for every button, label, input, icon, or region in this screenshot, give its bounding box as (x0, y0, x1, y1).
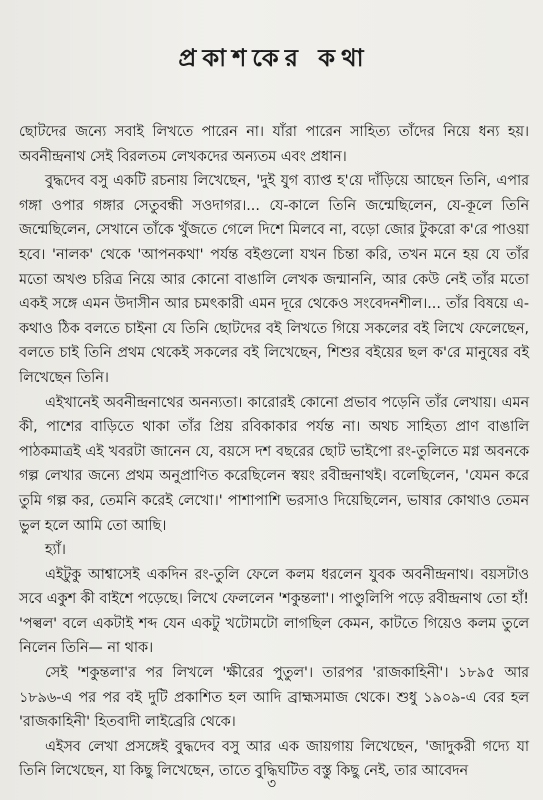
paragraph-5: এইটুকু আশ্বাসেই একদিন রং-তুলি ফেলে কলম ধরলেন যুবক অবনীন্দ্রনাথ। বয়সটাও সবে একুশ কী বাইশে পড়েছে। লিখে ফেললেন 'শকুন্তলা'। পাণ্ডুলিপি পড়ে রবীন্দ্রনাথ তো হাঁ! 'পল্বল' বলে একটাই শব্দ যেন একটু খটোমটো লাগছিল কেমন, কাটতে গিয়েও কলম তুলে নিলেন তিনি— না থাক। (19, 566, 529, 657)
paragraph-3: এইখানেই অবনীন্দ্রনাথের অনন্যতা। কারোরই কোনো প্রভাব পড়েনি তাঁর লেখায়। এমন কী, পাশের বাড়িতে থাকা তাঁর প্রিয় রবিকাকার পর্যন্ত না। অথচ সাহিত্য প্রাণ বাঙালি পাঠকমাত্রই এই খবরটা জানেন যে, বয়সে দশ বছরের ছোট ভাইপো রং-তুলিতে মগ্ন অবনকে গল্প লেখার জন্যে প্রথম অনুপ্রাণিত করেছিলেন স্বয়ং রবীন্দ্রনাথই। বলেছিলেন, 'যেমন করে তুমি গল্প কর, তেমনি করেই লেখো।' পাশাপাশি ভরসাও দিয়েছিলেন, ভাষার কোথাও তেমন ভুল হলে আমি তো আছি। (19, 394, 530, 534)
page-number: ৩ (266, 776, 277, 792)
page-title: প্রকাশকের কথা (178, 44, 370, 72)
paragraph-4: হ্যাঁ। (45, 542, 66, 559)
body-text (19, 120, 529, 784)
paragraph-2: বুদ্ধদেব বসু একটি রচনায় লিখেছেন, 'দুই যুগ ব্যাপ্ত হ'য়ে দাঁড়িয়ে আছেন তিনি, এপার গঙ্গা ওপার গঙ্গার সেতুবন্ধী সওদাগর।... যে-কালে তিনি জন্মেছিলেন, যে-কূলে তিনি জন্মেছিলেন, সেখানে তাঁকে খুঁজতে গেলে দিশে মিলবে না, বড়ো জোর টুকরো ক'রে পাওয়া হবে। 'নালক' থেকে 'আপনকথা' পর্যন্ত বইগুলো যখন চিন্তা করি, তখন মনে হয় যে তাঁর মতো অখণ্ড চরিত্র নিয়ে আর কোনো বাঙালি লেখক জন্মাননি, আর কেউ নেই তাঁর মতো একই সঙ্গে এমন উদাসীন আর চমৎকারী এমন দূরে থেকেও সংবেদনশীল।... তাঁর বিষয়ে এ-কথাও ঠিক বলতে চাইনা যে তিনি ছোটদের বই লিখতে গিয়ে সকলের বই লিখে ফেলেছেন, বলতে চাই তিনি প্রথম থেকেই সকলের বই লিখেছেন, শিশুর বইয়ের ছল ক'রে মানুষের বই লিখেছেন তিনি। (19, 173, 529, 386)
paragraph-7: এইসব লেখা প্রসঙ্গেই বুদ্ধদেব বসু আর এক জায়গায় লিখেছেন, 'জাদুকরী গদ্যে যা তিনি লিখেছেন, যা কিছু লিখেছেন, তাতে বুদ্ধিঘটিত বস্তু কিছু নেই, তার আবেদন (19, 738, 529, 780)
paragraph-1: ছোটদের জন্যে সবাই লিখতে পারেন না। যাঁরা পারেন সাহিত্য তাঁদের নিয়ে ধন্য হয়। অবনীন্দ্রনাথ সেই বিরলতম লেখকদের অন্যতম এবং প্রধান। (19, 124, 529, 165)
paragraph-6: সেই 'শকুন্তলা'র পর লিখলে 'ক্ষীরের পুতুল'। তারপর 'রাজকাহিনী'। ১৮৯৫ আর ১৮৯৬-এ পর পর বই দুটি প্রকাশিত হল আদি ব্রাহ্মসমাজ থেকে। শুধু ১৯০৯-এ বের হল 'রাজকাহিনী' হিতবাদী লাইব্রেরি থেকে। (19, 665, 529, 731)
